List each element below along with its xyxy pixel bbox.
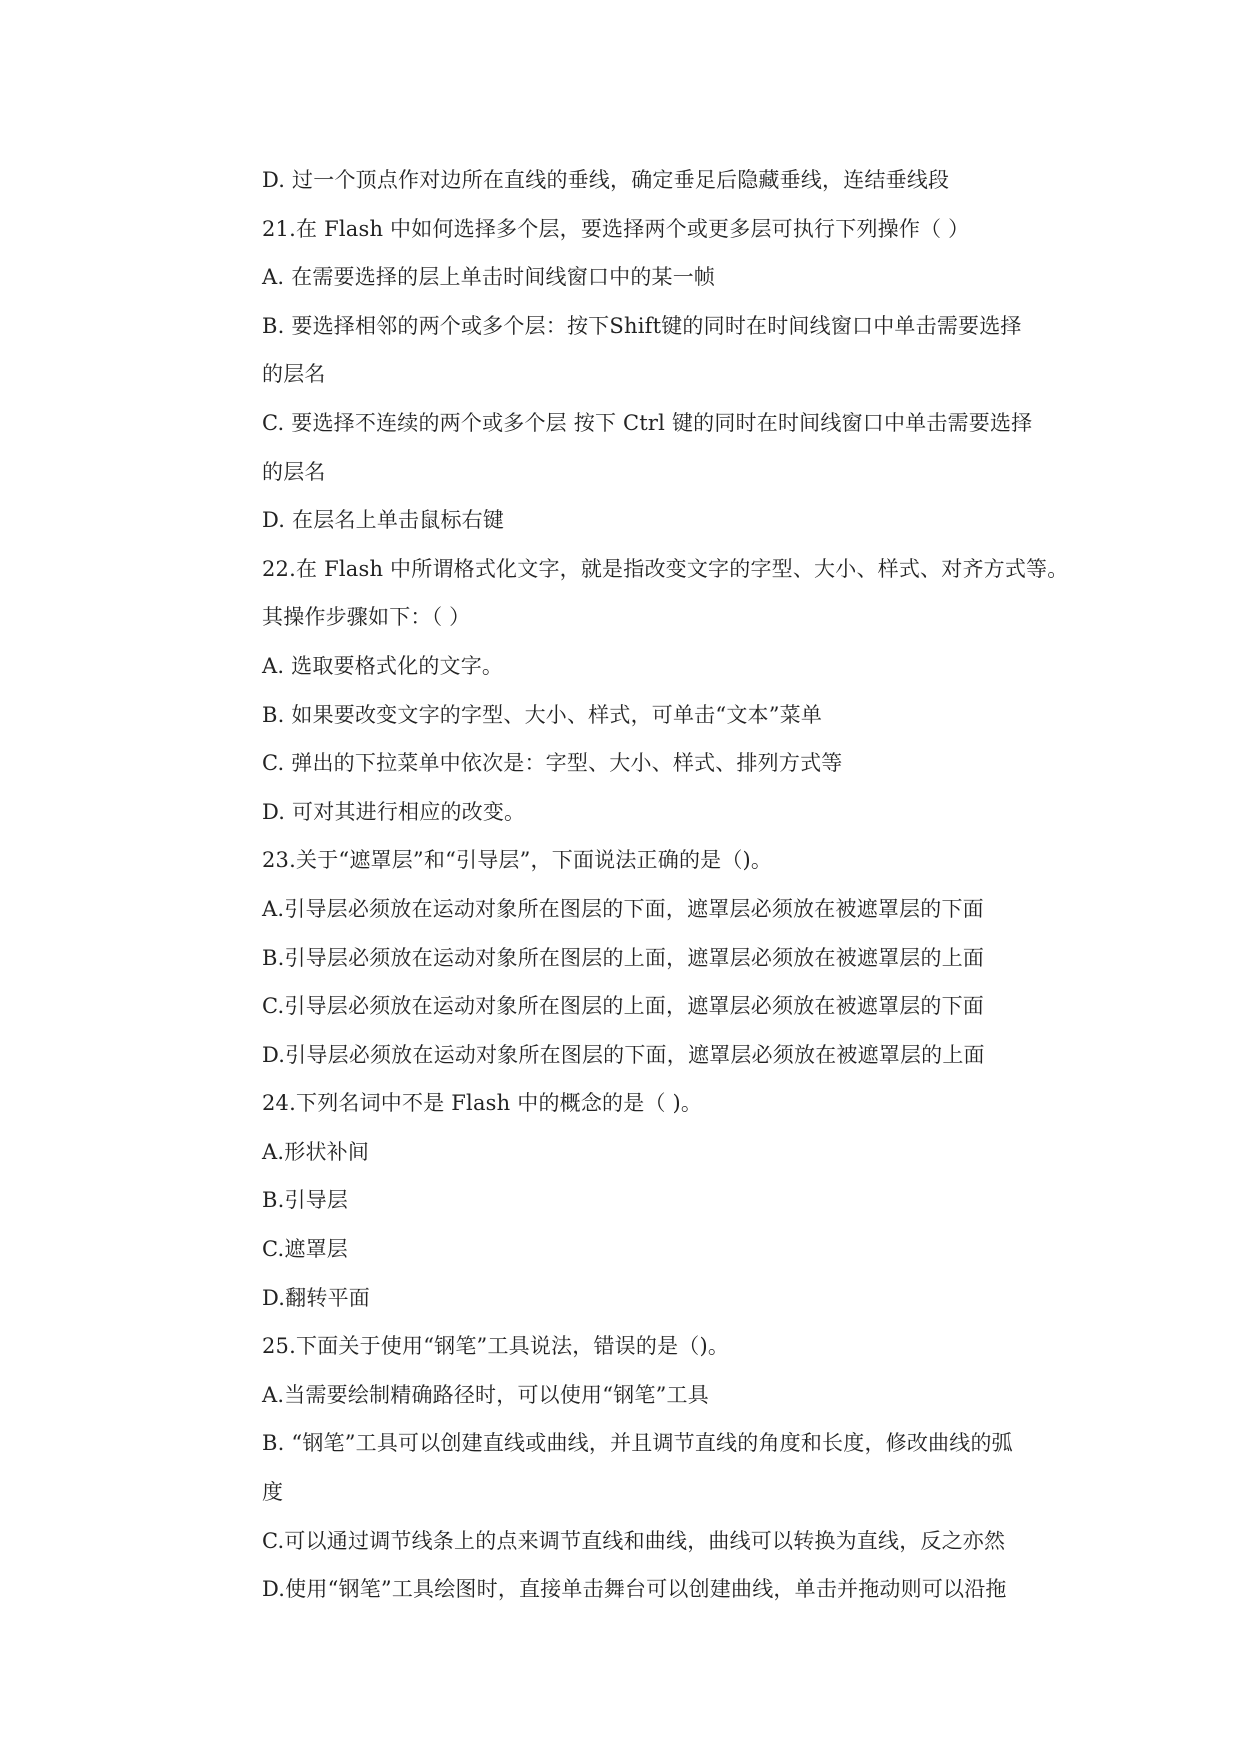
q21-option-b-cont: 的层名 <box>262 362 326 387</box>
q23-option-b: B.引导层必须放在运动对象所在图层的上面，遮罩层必须放在被遮罩层的上面 <box>262 945 985 970</box>
question-25: 25.下面关于使用“钢笔”工具说法，错误的是（)。 <box>262 1334 730 1359</box>
q25-option-a: A.当需要绘制精确路径时，可以使用“钢笔”工具 <box>262 1382 709 1407</box>
q22-option-d: D. 可对其进行相应的改变。 <box>262 799 526 824</box>
q24-option-a: A.形状补间 <box>262 1139 370 1164</box>
question-24: 24.下列名词中不是 Flash 中的概念的是（ )。 <box>262 1091 703 1116</box>
q21-option-a: A. 在需要选择的层上单击时间线窗口中的某一帧 <box>262 265 716 290</box>
q24-option-c: C.遮罩层 <box>262 1237 348 1262</box>
q22-option-c: C. 弹出的下拉菜单中依次是：字型、大小、样式、排列方式等 <box>262 751 843 776</box>
q25-option-b-cont: 度 <box>262 1480 284 1505</box>
q23-option-d: D.引导层必须放在运动对象所在图层的下面，遮罩层必须放在被遮罩层的上面 <box>262 1042 985 1067</box>
q23-option-c: C.引导层必须放在运动对象所在图层的上面，遮罩层必须放在被遮罩层的下面 <box>262 994 984 1019</box>
question-22-cont: 其操作步骤如下：（ ） <box>262 605 471 630</box>
question-21: 21.在 Flash 中如何选择多个层，要选择两个或更多层可执行下列操作（ ） <box>262 216 970 241</box>
q25-option-c: C.可以通过调节线条上的点来调节直线和曲线，曲线可以转换为直线，反之亦然 <box>262 1528 1006 1553</box>
option-d-line: D. 过一个顶点作对边所在直线的垂线，确定垂足后隐藏垂线，连结垂线段 <box>262 168 950 192</box>
q24-option-d: D.翻转平面 <box>262 1285 370 1310</box>
q22-option-b: B. 如果要改变文字的字型、大小、样式，可单击“文本”菜单 <box>262 702 823 727</box>
document-body <box>262 156 1069 1614</box>
q24-option-b: B.引导层 <box>262 1188 349 1213</box>
q21-option-d: D. 在层名上单击鼠标右键 <box>262 508 505 533</box>
q25-option-d: D.使用“钢笔”工具绘图时，直接单击舞台可以创建曲线，单击并拖动则可以沿拖 <box>262 1577 1007 1602</box>
q21-option-b: B. 要选择相邻的两个或多个层：按下Shift键的同时在时间线窗口中单击需要选择 <box>262 313 1022 338</box>
question-22: 22.在 Flash 中所谓格式化文字，就是指改变文字的字型、大小、样式、对齐方式等。 <box>262 556 1069 581</box>
q23-option-a: A.引导层必须放在运动对象所在图层的下面，遮罩层必须放在被遮罩层的下面 <box>262 896 984 921</box>
q21-option-c: C. 要选择不连续的两个或多个层 按下 Ctrl 键的同时在时间线窗口中单击需要选择 <box>262 410 1033 435</box>
q25-option-b: B. “钢笔”工具可以创建直线或曲线，并且调节直线的角度和长度，修改曲线的弧 <box>262 1431 1013 1456</box>
question-23: 23.关于“遮罩层”和“引导层”，下面说法正确的是（)。 <box>262 848 773 873</box>
q22-option-a: A. 选取要格式化的文字。 <box>262 653 504 678</box>
q21-option-c-cont: 的层名 <box>262 459 326 484</box>
